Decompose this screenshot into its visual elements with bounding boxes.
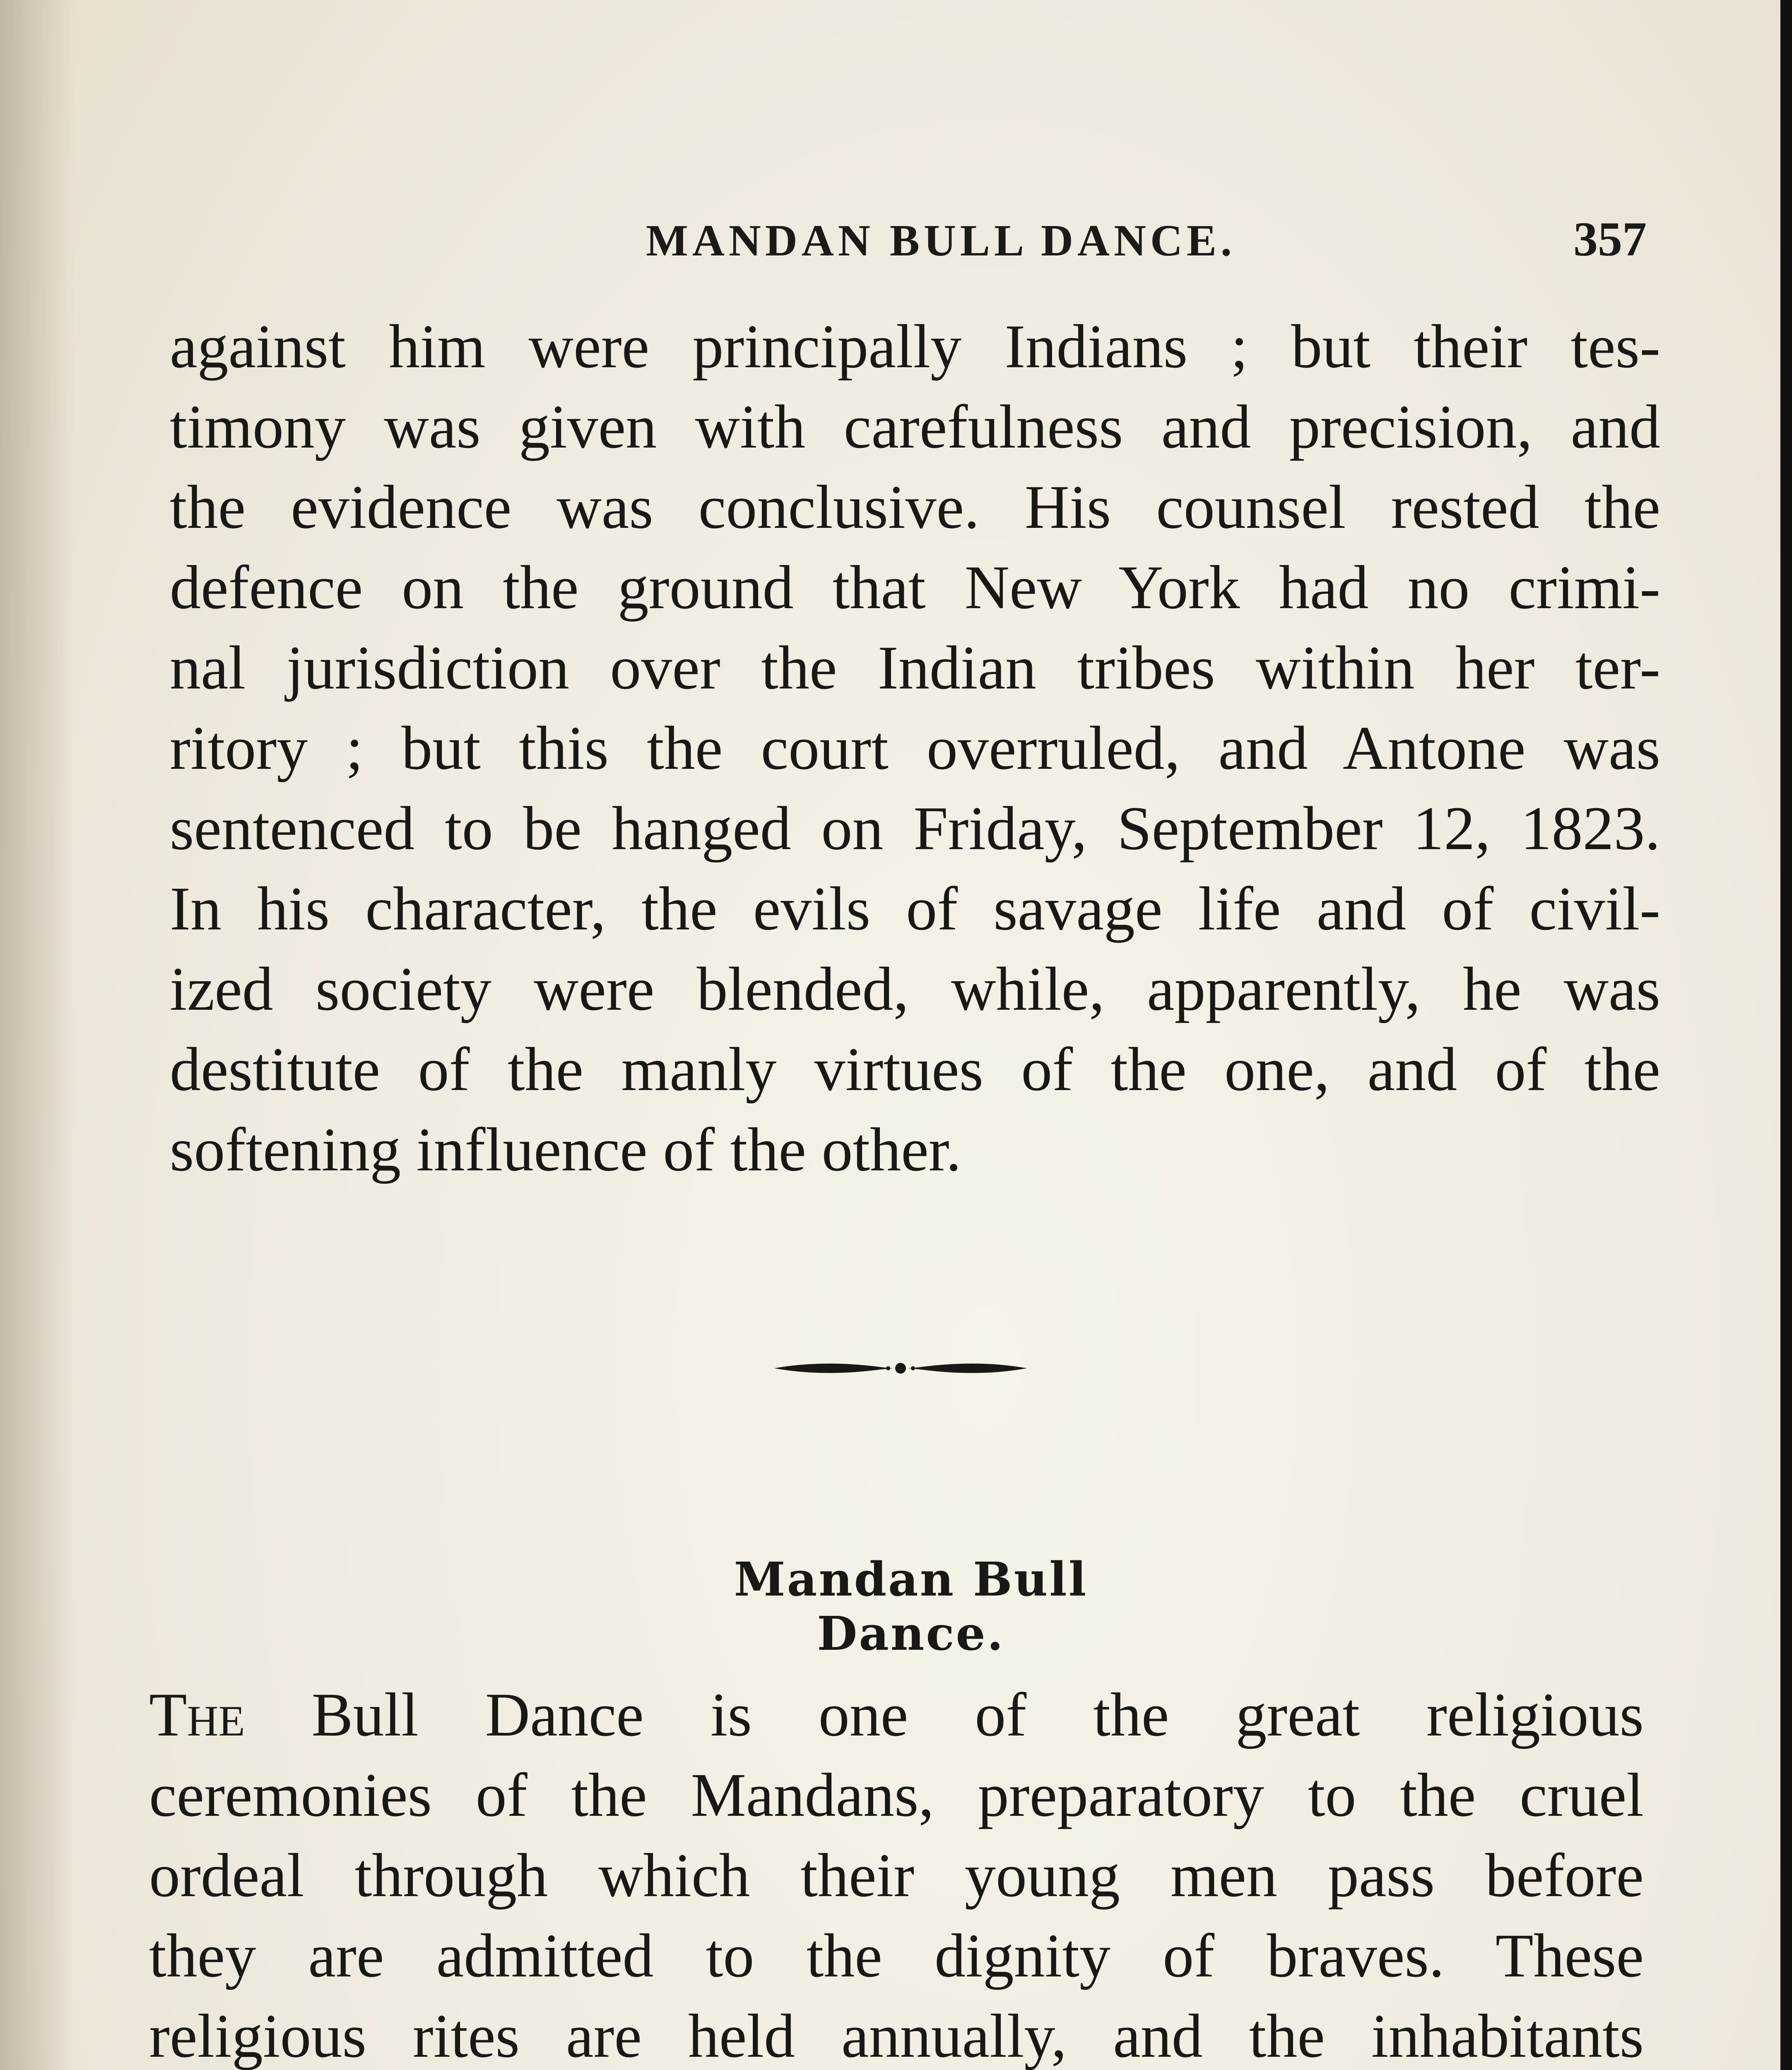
text-line: ized society were blended, while, apparently, he was (170, 955, 1660, 1023)
text-line: they are admitted to the dignity of braves. These (149, 1921, 1644, 1990)
text-line: destitute of the manly virtues of the one, and of the (170, 1035, 1660, 1104)
text-line: sentenced to be hanged on Friday, September 12, 1823. (170, 794, 1660, 863)
text-line: against him were principally Indians ; but their tes- (170, 312, 1660, 381)
text-line (149, 1675, 1644, 1755)
paragraph-1 (170, 306, 1660, 1190)
section-title: Mandan Bull Dance. (734, 1552, 1088, 1661)
text-line: ordeal through which their young men pass before (149, 1841, 1644, 1910)
text-line: ceremonies of the Mandans, preparatory to the cruel (149, 1761, 1644, 1829)
text-line: softening influence of the other. (170, 1115, 961, 1184)
text-line: the evidence was conclusive. His counsel rested the (170, 473, 1660, 542)
text-line: timony was given with carefulness and precision, and (170, 392, 1660, 461)
gutter-shadow (0, 0, 75, 2070)
page-number: 357 (1573, 212, 1647, 266)
text-line: defence on the ground that New York had no crimi- (170, 553, 1660, 622)
text-line: nal jurisdiction over the Indian tribes within her ter- (170, 633, 1660, 702)
running-head: MANDAN BULL DANCE. (646, 216, 1236, 265)
text-line: ritory ; but this the court overruled, and Antone was (170, 714, 1660, 782)
page-edge (1780, 0, 1792, 2070)
text-line: In his character, the evils of savage life and of civil- (170, 874, 1660, 943)
paragraph-2 (149, 1675, 1644, 2070)
paragraph-initial-word: The (149, 1680, 245, 1749)
text-fragment: Bull Dance is one of the great religious (245, 1680, 1644, 1749)
section-divider-ornament (770, 1350, 1031, 1387)
text-line: religious rites are held annually, and the inhabitants (149, 2002, 1644, 2070)
